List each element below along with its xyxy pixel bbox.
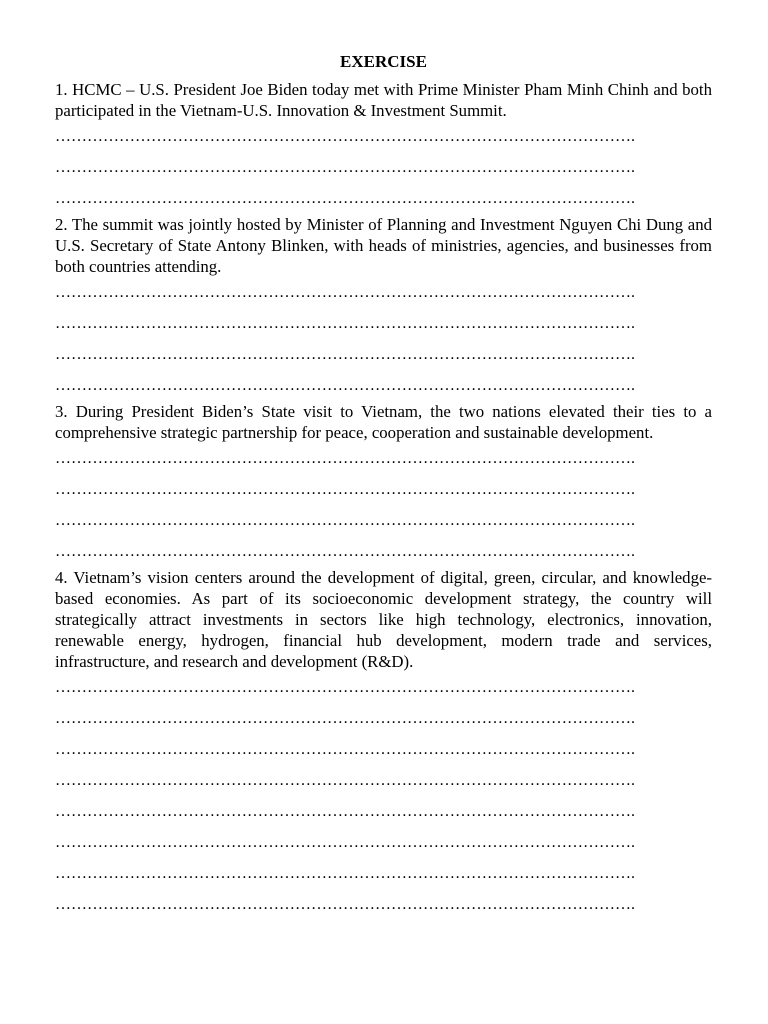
answer-line: ………………………………………………………………………………………………. bbox=[55, 803, 635, 820]
question-text-4: 4. Vietnam’s vision centers around the development of digital, green, circular, and knowledge-based economies. As part of its socioeconomic development strategy, the country will strategically attract investments in sectors like high technology, electronics, innovation, renewable energy, hydrogen, financial hub development, modern trade and services, infrastructure, and research and development (R&D). bbox=[55, 568, 712, 671]
page-title: EXERCISE bbox=[340, 52, 427, 71]
question-text-2: 2. The summit was jointly hosted by Minister of Planning and Investment Nguyen Chi Dung and U.S. Secretary of State Antony Blinken, with heads of ministries, agencies, and businesses from both countries attending. bbox=[55, 215, 712, 276]
answer-line: ………………………………………………………………………………………………. bbox=[55, 896, 635, 913]
answer-line: ………………………………………………………………………………………………. bbox=[55, 159, 635, 176]
answer-line: ………………………………………………………………………………………………. bbox=[55, 543, 635, 560]
answer-line: ………………………………………………………………………………………………. bbox=[55, 865, 635, 882]
answer-line: ………………………………………………………………………………………………. bbox=[55, 481, 635, 498]
answer-line: ………………………………………………………………………………………………. bbox=[55, 741, 635, 758]
answer-line: ………………………………………………………………………………………………. bbox=[55, 512, 635, 529]
answer-lines-4 bbox=[55, 672, 712, 920]
answer-lines-1 bbox=[55, 121, 712, 214]
answer-lines-2 bbox=[55, 277, 712, 401]
answer-line: ………………………………………………………………………………………………. bbox=[55, 346, 635, 363]
answer-line: ………………………………………………………………………………………………. bbox=[55, 128, 635, 145]
answer-line: ………………………………………………………………………………………………. bbox=[55, 834, 635, 851]
answer-line: ………………………………………………………………………………………………. bbox=[55, 190, 635, 207]
answer-line: ………………………………………………………………………………………………. bbox=[55, 315, 635, 332]
question-block-4 bbox=[55, 567, 712, 920]
answer-lines-3 bbox=[55, 443, 712, 567]
answer-line: ………………………………………………………………………………………………. bbox=[55, 450, 635, 467]
question-block-1 bbox=[55, 79, 712, 214]
answer-line: ………………………………………………………………………………………………. bbox=[55, 710, 635, 727]
answer-line: ………………………………………………………………………………………………. bbox=[55, 377, 635, 394]
question-block-3 bbox=[55, 401, 712, 567]
worksheet-page bbox=[55, 50, 712, 920]
answer-line: ………………………………………………………………………………………………. bbox=[55, 284, 635, 301]
question-text-1: 1. HCMC – U.S. President Joe Biden today met with Prime Minister Pham Minh Chinh and both participated in the Vietnam-U.S. Innovation & Investment Summit. bbox=[55, 80, 712, 120]
answer-line: ………………………………………………………………………………………………. bbox=[55, 772, 635, 789]
question-block-2 bbox=[55, 214, 712, 401]
question-text-3: 3. During President Biden’s State visit to Vietnam, the two nations elevated their ties to a comprehensive strategic partnership for peace, cooperation and sustainable development. bbox=[55, 402, 712, 442]
answer-line: ………………………………………………………………………………………………. bbox=[55, 679, 635, 696]
